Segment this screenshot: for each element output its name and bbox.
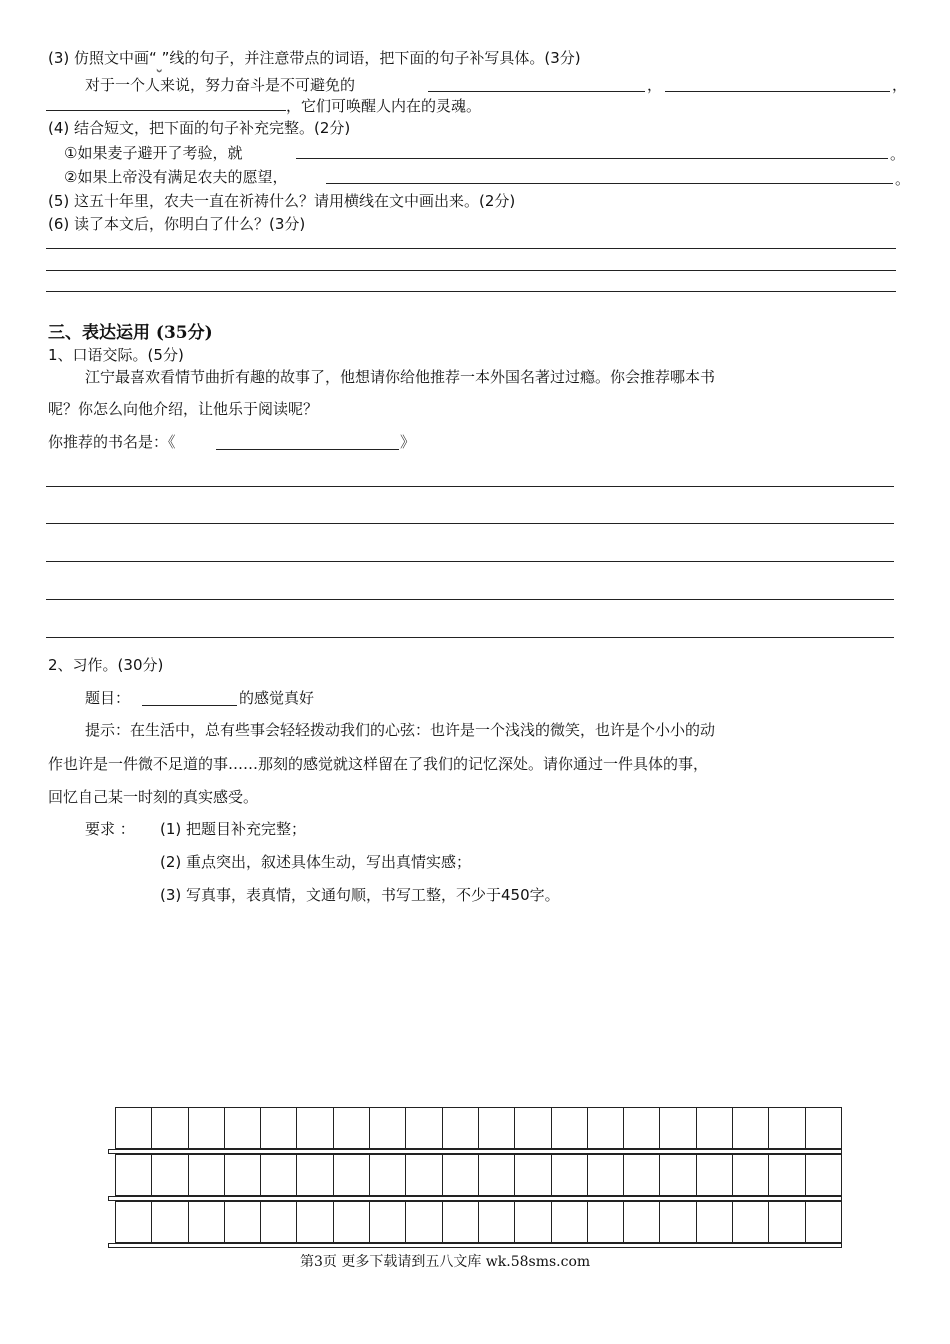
q3-blank-1[interactable] bbox=[428, 91, 645, 92]
oral-answer-line-5[interactable] bbox=[46, 637, 894, 638]
q4-item2: ②如果上帝没有满足农夫的愿望， bbox=[64, 168, 288, 186]
writing-grid-row[interactable] bbox=[115, 1107, 842, 1149]
q6-answer-line-3[interactable] bbox=[46, 291, 896, 292]
q6-prompt: (6) 读了本文后，你明白了什么？(3分) bbox=[48, 215, 306, 233]
q3-comma: ， bbox=[647, 76, 663, 94]
q3-line2: ，它们可唤醒人内在的灵魂。 bbox=[286, 97, 482, 115]
oral-answer-line-2[interactable] bbox=[46, 523, 894, 524]
section3-title: 三、表达运用 (35分) bbox=[48, 323, 213, 343]
q4-blank-1[interactable] bbox=[296, 158, 888, 159]
q4-item1: ①如果麦子避开了考验，就 bbox=[64, 144, 243, 162]
oral-answer-line-3[interactable] bbox=[46, 561, 894, 562]
writing-heading: 2、习作。(30分) bbox=[48, 656, 164, 674]
q3-blank-2[interactable] bbox=[665, 91, 890, 92]
q4-prompt: (4) 结合短文，把下面的句子补充完整。(2分) bbox=[48, 119, 351, 137]
req-1: (1) 把题目补充完整； bbox=[160, 820, 307, 838]
topic-label: 题目： bbox=[85, 689, 131, 707]
q6-answer-line-2[interactable] bbox=[46, 270, 896, 271]
oral-heading: 1、口语交际。(5分) bbox=[48, 346, 184, 364]
book-close: 》 bbox=[400, 433, 416, 451]
q6-answer-line-1[interactable] bbox=[46, 248, 896, 249]
q3-comma-end: ， bbox=[892, 76, 908, 94]
q4-blank-2[interactable] bbox=[326, 183, 893, 184]
q3-line1: 对于一个人来说，努力奋斗是不可避免的 bbox=[85, 76, 356, 94]
req-2: (2) 重点突出，叙述具体生动，写出真情实感； bbox=[160, 853, 472, 871]
oral-text-2: 呢？你怎么向他介绍，让他乐于阅读呢？ bbox=[48, 400, 319, 418]
q5-prompt: (5) 这五十年里，农夫一直在祈祷什么？请用横线在文中画出来。(2分) bbox=[48, 192, 516, 210]
q4-end-2: 。 bbox=[895, 170, 911, 188]
book-title-blank[interactable] bbox=[216, 449, 399, 450]
hint-2: 作也许是一件微不足道的事……那刻的感觉就这样留在了我们的记忆深处。请你通过一件具体的事， bbox=[48, 755, 709, 773]
hint-3: 回忆自己某一时刻的真实感受。 bbox=[48, 788, 259, 806]
topic-suffix: 的感觉真好 bbox=[239, 689, 315, 707]
q3-prompt: (3) 仿照文中画“ ”线的句子，并注意带点的词语，把下面的句子补写具体。(3分) bbox=[48, 49, 581, 67]
writing-grid-row[interactable] bbox=[115, 1201, 842, 1243]
req-3: (3) 写真事，表真情，文通句顺，书写工整，不少于450字。 bbox=[160, 886, 560, 904]
q4-end-1: 。 bbox=[890, 145, 906, 163]
q3-blank-3[interactable] bbox=[46, 110, 286, 111]
oral-answer-line-4[interactable] bbox=[46, 599, 894, 600]
oral-text-1: 江宁最喜欢看情节曲折有趣的故事了，他想请你给他推荐一本外国名著过过瘾。你会推荐哪本书 bbox=[85, 368, 716, 386]
page-footer: 第3页 更多下载请到五八文库 wk.58sms.com bbox=[300, 1254, 591, 1270]
req-label: 要求 ： bbox=[85, 820, 135, 838]
hint-1: 提示：在生活中，总有些事会轻轻拨动我们的心弦：也许是一个浅浅的微笑，也许是个小小的动 bbox=[85, 721, 716, 739]
grid-row-gap bbox=[108, 1243, 842, 1248]
writing-grid-row[interactable] bbox=[115, 1154, 842, 1196]
book-label: 你推荐的书名是：《 bbox=[48, 433, 176, 451]
topic-blank[interactable] bbox=[142, 705, 237, 706]
oral-answer-line-1[interactable] bbox=[46, 486, 894, 487]
